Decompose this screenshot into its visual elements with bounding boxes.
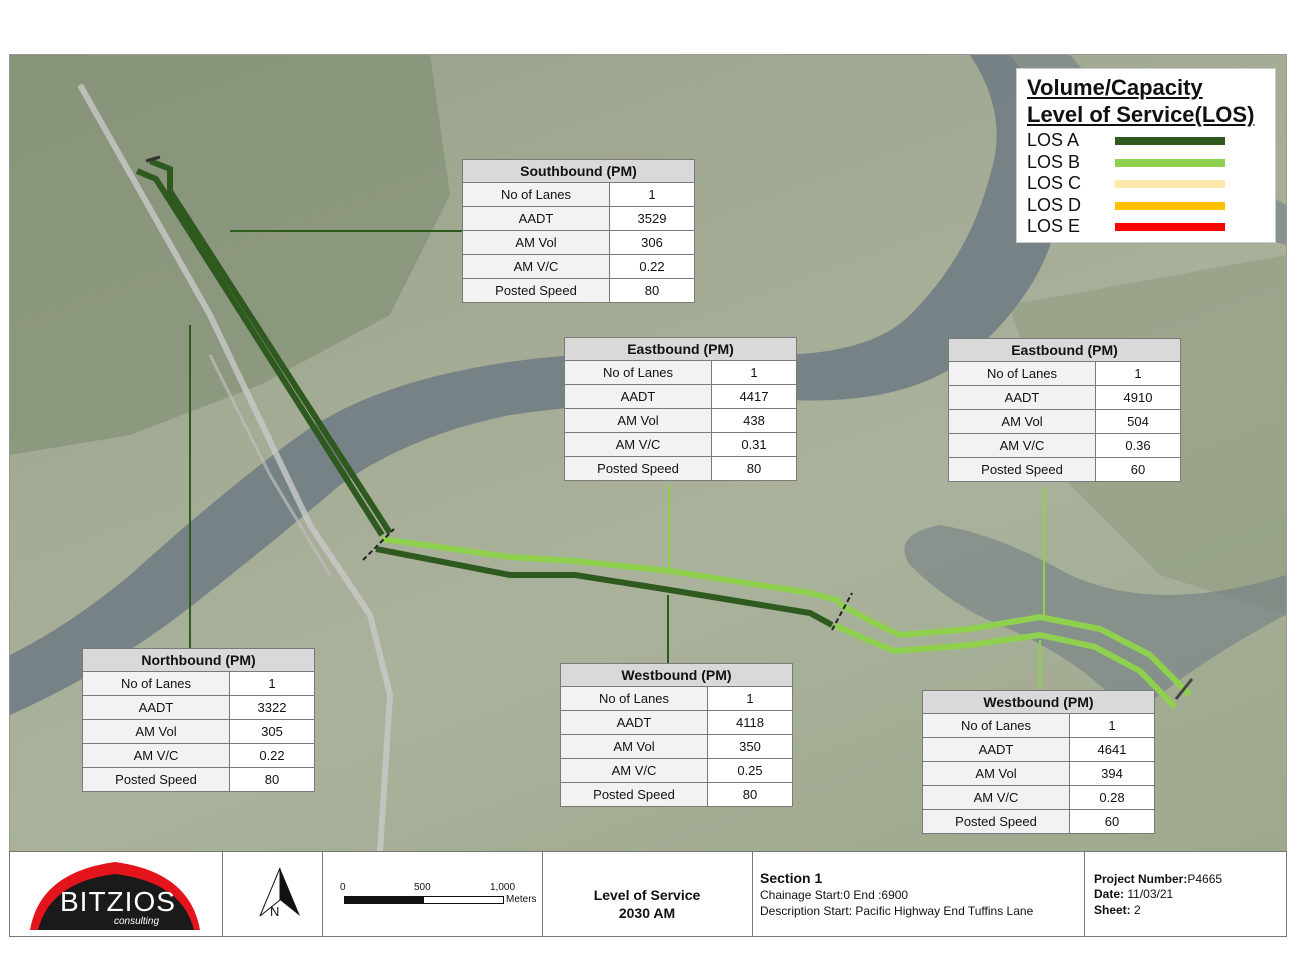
- row-value: 4118: [708, 711, 793, 735]
- row-label: No of Lanes: [923, 714, 1070, 738]
- row-label: AM V/C: [463, 255, 610, 279]
- table-title: Westbound (PM): [923, 691, 1155, 714]
- row-label: AM Vol: [565, 409, 712, 433]
- table-title: Westbound (PM): [561, 664, 793, 687]
- row-label: Posted Speed: [565, 457, 712, 481]
- row-label: No of Lanes: [83, 672, 230, 696]
- legend-subtitle: Level of Service(LOS): [1027, 102, 1255, 127]
- row-label: AM V/C: [949, 434, 1096, 458]
- table-row: [923, 714, 1155, 738]
- scale-label-0: 0: [340, 882, 346, 893]
- table-row: [83, 672, 315, 696]
- legend-swatch: [1115, 223, 1225, 231]
- table-row: [83, 720, 315, 744]
- north-label: N: [270, 904, 280, 919]
- table-row: [463, 231, 695, 255]
- row-value: 4417: [712, 385, 797, 409]
- legend-title: Volume/Capacity: [1027, 75, 1203, 100]
- row-value: 0.22: [230, 744, 315, 768]
- row-value: 305: [230, 720, 315, 744]
- row-value: 306: [610, 231, 695, 255]
- table-row: [949, 386, 1181, 410]
- row-value: 80: [712, 457, 797, 481]
- row-value: 80: [230, 768, 315, 792]
- table-row: [561, 711, 793, 735]
- row-label: Posted Speed: [923, 810, 1070, 834]
- table-row: [923, 786, 1155, 810]
- scale-unit: Meters: [506, 894, 537, 905]
- table-row: [83, 696, 315, 720]
- table-title: Eastbound (PM): [949, 339, 1181, 362]
- scale-bar: [344, 896, 504, 904]
- row-label: No of Lanes: [463, 183, 610, 207]
- sheet-number: Sheet: 2: [1094, 903, 1141, 917]
- project-date: Date: 11/03/21: [1094, 887, 1174, 901]
- table-northbound: [82, 648, 315, 792]
- row-value: 60: [1070, 810, 1155, 834]
- table-row: [949, 362, 1181, 386]
- row-value: 0.22: [610, 255, 695, 279]
- row-label: No of Lanes: [565, 361, 712, 385]
- legend-swatch: [1115, 180, 1225, 188]
- table-row: [561, 687, 793, 711]
- row-label: AM Vol: [561, 735, 708, 759]
- row-label: AADT: [949, 386, 1096, 410]
- map-title: Level of Service: [593, 887, 701, 903]
- legend-item-los-a: [1027, 130, 1267, 152]
- table-row: [565, 433, 797, 457]
- table-row: [463, 255, 695, 279]
- logo-cell: [10, 852, 223, 936]
- north-arrow-icon: [222, 852, 322, 936]
- legend: [1016, 68, 1276, 243]
- table-southbound: [462, 159, 695, 303]
- section-cell: [752, 852, 1085, 936]
- logo-text: BITZIOS: [60, 886, 176, 917]
- row-value: 394: [1070, 762, 1155, 786]
- table-row: [463, 207, 695, 231]
- row-value: 80: [610, 279, 695, 303]
- legend-swatch: [1115, 159, 1225, 167]
- segment-eastbound1-los-b: [382, 539, 840, 601]
- row-label: AM Vol: [463, 231, 610, 255]
- table-row: [949, 410, 1181, 434]
- row-label: AADT: [463, 207, 610, 231]
- row-value: 4910: [1096, 386, 1181, 410]
- table-row: [463, 279, 695, 303]
- legend-label: LOS B: [1027, 152, 1081, 172]
- row-value: 80: [708, 783, 793, 807]
- row-label: No of Lanes: [949, 362, 1096, 386]
- row-label: AADT: [83, 696, 230, 720]
- project-info-cell: [1084, 852, 1286, 936]
- legend-label: LOS E: [1027, 216, 1081, 236]
- scale-label-500: 500: [414, 882, 431, 893]
- row-label: No of Lanes: [561, 687, 708, 711]
- table-title: Eastbound (PM): [565, 338, 797, 361]
- row-label: Posted Speed: [83, 768, 230, 792]
- table-row: [565, 361, 797, 385]
- table-title: Northbound (PM): [83, 649, 315, 672]
- table-row: [561, 735, 793, 759]
- row-value: 1: [1070, 714, 1155, 738]
- legend-item-los-b: [1027, 152, 1267, 174]
- legend-label: LOS A: [1027, 130, 1080, 150]
- row-value: 1: [708, 687, 793, 711]
- title-block: [9, 851, 1287, 937]
- row-value: 4641: [1070, 738, 1155, 762]
- section-title: Section 1: [760, 870, 823, 886]
- row-value: 1: [610, 183, 695, 207]
- map-subtitle: 2030 AM: [618, 905, 676, 921]
- table-row: [565, 385, 797, 409]
- table-row: [83, 744, 315, 768]
- legend-label: LOS D: [1027, 195, 1082, 215]
- row-label: Posted Speed: [949, 458, 1096, 482]
- table-westbound-2: [922, 690, 1155, 834]
- scale-bar-cell: [322, 852, 543, 936]
- row-label: AM V/C: [923, 786, 1070, 810]
- table-row: [83, 768, 315, 792]
- table-eastbound-2: [948, 338, 1181, 482]
- table-row: [949, 458, 1181, 482]
- row-label: Posted Speed: [463, 279, 610, 303]
- row-value: 60: [1096, 458, 1181, 482]
- table-eastbound-1: [564, 337, 797, 481]
- legend-label: LOS C: [1027, 173, 1082, 193]
- row-value: 0.31: [712, 433, 797, 457]
- table-row: [565, 409, 797, 433]
- row-value: 3529: [610, 207, 695, 231]
- description-text: Description Start: Pacific Highway End Tuffins Lane: [760, 904, 1034, 918]
- project-number: Project Number:P4665: [1094, 872, 1223, 886]
- scale-label-1000: 1,000: [490, 882, 516, 893]
- north-arrow-cell: [222, 852, 323, 936]
- row-value: 3322: [230, 696, 315, 720]
- row-value: 0.28: [1070, 786, 1155, 810]
- table-row: [923, 762, 1155, 786]
- legend-swatch: [1115, 137, 1225, 145]
- row-value: 350: [708, 735, 793, 759]
- row-label: AM V/C: [561, 759, 708, 783]
- chainage-text: Chainage Start:0 End :6900: [760, 888, 909, 902]
- table-westbound-1: [560, 663, 793, 807]
- row-label: AM Vol: [949, 410, 1096, 434]
- row-label: AADT: [565, 385, 712, 409]
- row-label: AADT: [923, 738, 1070, 762]
- legend-item-los-d: [1027, 195, 1267, 217]
- table-row: [923, 810, 1155, 834]
- map-title-cell: [542, 852, 753, 936]
- logo-subtext: consulting: [114, 916, 160, 927]
- table-row: [463, 183, 695, 207]
- legend-swatch: [1115, 202, 1225, 210]
- table-row: [561, 759, 793, 783]
- row-label: AM V/C: [83, 744, 230, 768]
- row-value: 438: [712, 409, 797, 433]
- row-label: AADT: [561, 711, 708, 735]
- table-row: [565, 457, 797, 481]
- row-label: Posted Speed: [561, 783, 708, 807]
- legend-item-los-e: [1027, 216, 1267, 238]
- row-value: 1: [712, 361, 797, 385]
- row-value: 0.36: [1096, 434, 1181, 458]
- row-value: 1: [230, 672, 315, 696]
- row-value: 504: [1096, 410, 1181, 434]
- row-value: 0.25: [708, 759, 793, 783]
- table-row: [949, 434, 1181, 458]
- table-row: [561, 783, 793, 807]
- row-value: 1: [1096, 362, 1181, 386]
- row-label: AM Vol: [923, 762, 1070, 786]
- legend-item-los-c: [1027, 173, 1267, 195]
- row-label: AM Vol: [83, 720, 230, 744]
- table-row: [923, 738, 1155, 762]
- row-label: AM V/C: [565, 433, 712, 457]
- table-title: Southbound (PM): [463, 160, 695, 183]
